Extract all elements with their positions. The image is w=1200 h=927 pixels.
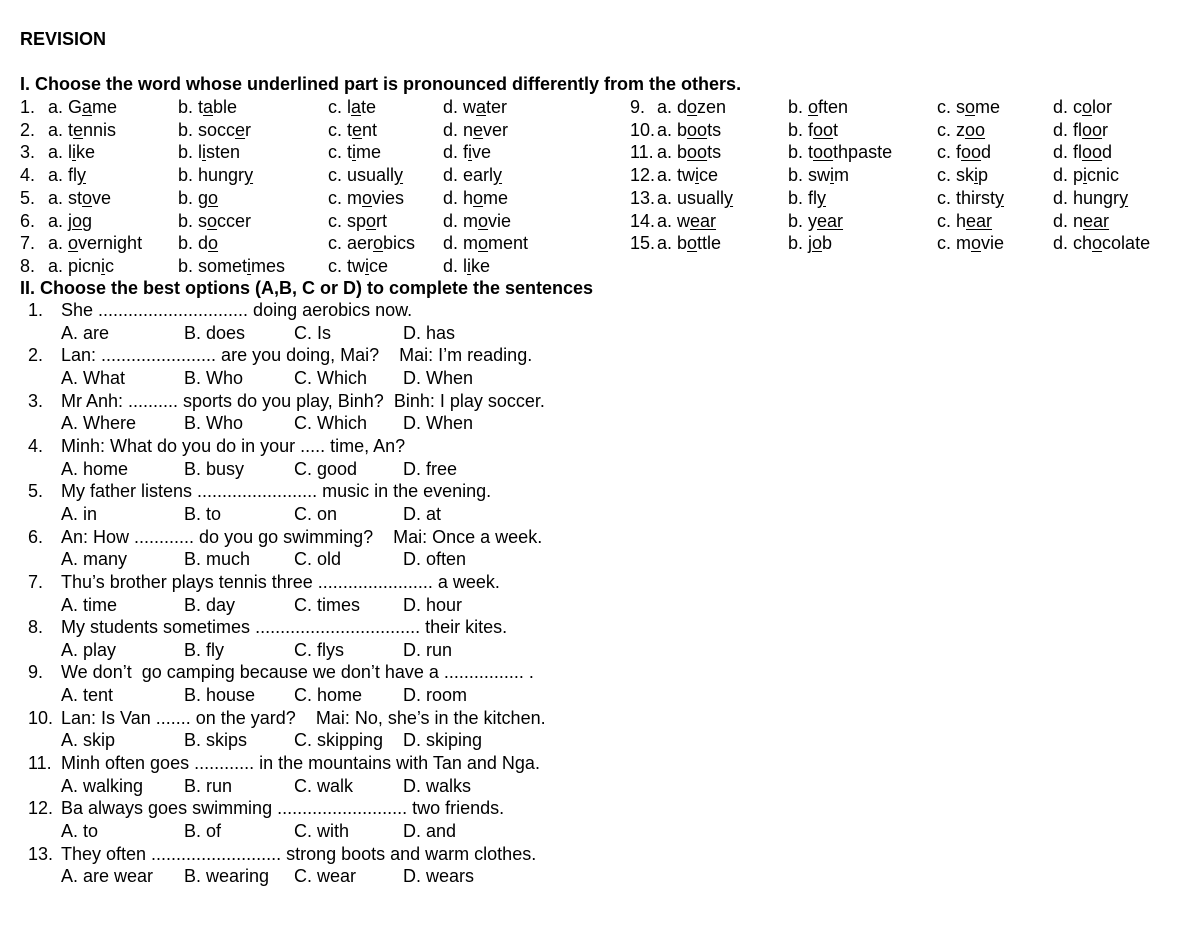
- underlined-part: oo: [813, 119, 834, 140]
- underlined-part: o: [478, 233, 489, 254]
- underlined-part: a: [351, 97, 362, 117]
- word-option: d. never: [443, 119, 509, 140]
- word-option: a. like: [48, 142, 96, 163]
- word-option: d. hungry: [1053, 187, 1129, 208]
- answer-option: C. times: [294, 594, 361, 615]
- question-number: 7.: [28, 571, 44, 592]
- item-number: 7.: [20, 233, 36, 254]
- word-option: d. like: [443, 255, 491, 276]
- word-option: b. table: [178, 97, 238, 117]
- answer-option: A. to: [61, 821, 99, 841]
- answer-option: C. with: [294, 821, 350, 841]
- underlined-part: o: [1092, 233, 1103, 254]
- answer-option: A. are wear: [61, 866, 154, 887]
- item-number: 4.: [20, 165, 36, 186]
- word-option: b. soccer: [178, 210, 252, 231]
- underlined-part: y: [244, 165, 254, 186]
- word-option: c. food: [937, 142, 992, 163]
- answer-option: D. skiping: [403, 730, 483, 751]
- answer-option: C. good: [294, 458, 358, 479]
- answer-option: B. run: [184, 775, 233, 796]
- answer-option: B. wearing: [184, 866, 270, 887]
- word-option: d. floor: [1053, 119, 1109, 140]
- word-option: a. bottle: [657, 233, 722, 254]
- underlined-part: i: [1083, 165, 1088, 186]
- underlined-part: o: [473, 187, 484, 208]
- question-number: 13.: [28, 843, 54, 864]
- answer-option: B. of: [184, 821, 222, 841]
- word-option: c. late: [328, 97, 377, 117]
- question-number: 6.: [28, 526, 44, 547]
- underlined-part: y: [724, 187, 734, 208]
- answer-option: C. Which: [294, 368, 368, 388]
- answer-option: C. flys: [294, 639, 345, 660]
- underlined-part: i: [352, 142, 357, 163]
- answer-option: B. fly: [184, 639, 225, 660]
- word-option: c. time: [328, 142, 382, 163]
- answer-option: C. Which: [294, 413, 368, 434]
- question-text: Lan: ....................... are you doing, Mai? Mai: I’m reading.: [61, 345, 533, 366]
- underlined-part: o: [812, 233, 823, 254]
- underlined-part: y: [817, 187, 827, 208]
- underlined-part: y: [394, 165, 404, 186]
- item-number: 14.: [630, 210, 656, 231]
- answer-option: B. much: [184, 549, 251, 570]
- word-option: c. some: [937, 97, 1001, 117]
- item-number: 1.: [20, 97, 36, 117]
- underlined-part: o: [208, 233, 219, 254]
- answer-option: A. skip: [61, 730, 116, 751]
- underlined-part: o: [207, 210, 218, 231]
- underlined-part: o: [362, 187, 373, 208]
- underlined-part: o: [965, 97, 976, 117]
- underlined-part: ear: [1083, 210, 1110, 231]
- word-option: d. chocolate: [1053, 233, 1151, 254]
- underlined-part: i: [468, 142, 473, 163]
- answer-option: B. house: [184, 685, 256, 706]
- underlined-part: i: [467, 255, 472, 276]
- question-text: Thu’s brother plays tennis three ....................... a week.: [61, 571, 500, 592]
- word-option: d. picnic: [1053, 165, 1120, 186]
- underlined-part: i: [101, 255, 106, 276]
- question-number: 4.: [28, 435, 44, 456]
- answer-option: B. does: [184, 322, 246, 343]
- answer-option: A. in: [61, 503, 98, 524]
- underlined-part: o: [687, 97, 698, 117]
- word-option: c. movies: [328, 187, 405, 208]
- answer-option: A. What: [61, 368, 126, 388]
- underlined-part: a: [203, 97, 214, 117]
- answer-option: D. walks: [403, 775, 472, 796]
- word-option: b. fly: [788, 187, 827, 208]
- answer-option: C. skipping: [294, 730, 384, 751]
- answer-option: A. home: [61, 458, 129, 479]
- answer-option: B. to: [184, 503, 222, 524]
- underlined-part: o: [366, 210, 377, 231]
- word-option: c. thirsty: [937, 187, 1005, 208]
- answer-option: A. Where: [61, 413, 137, 434]
- word-option: c. aerobics: [328, 233, 416, 254]
- underlined-part: oo: [687, 142, 708, 163]
- word-option: d. home: [443, 187, 509, 208]
- item-number: 6.: [20, 210, 36, 231]
- item-number: 2.: [20, 119, 36, 140]
- underlined-part: ear: [690, 210, 717, 231]
- word-option: b. toothpaste: [788, 142, 893, 163]
- answer-option: A. many: [61, 549, 128, 570]
- part2-heading: II. Choose the best options (A,B, C or D) to complete the sentences: [20, 278, 594, 298]
- word-option: b. listen: [178, 142, 241, 163]
- answer-option: D. When: [403, 413, 474, 434]
- underlined-part: y: [1119, 187, 1129, 208]
- underlined-part: oo: [1082, 119, 1103, 140]
- answer-option: C. on: [294, 503, 338, 524]
- item-number: 8.: [20, 255, 36, 276]
- word-option: a. picnic: [48, 255, 115, 276]
- answer-option: A. walking: [61, 775, 144, 796]
- underlined-part: a: [476, 97, 487, 117]
- answer-option: D. at: [403, 503, 442, 524]
- answer-option: D. free: [403, 458, 458, 479]
- answer-option: B. skips: [184, 730, 248, 751]
- word-option: a. usually: [657, 187, 734, 208]
- question-text: Mr Anh: .......... sports do you play, Binh? Binh: I play soccer.: [61, 390, 545, 411]
- word-option: c. sport: [328, 210, 388, 231]
- question-number: 5.: [28, 481, 44, 502]
- word-option: b. foot: [788, 119, 839, 140]
- underlined-part: e: [73, 119, 84, 140]
- answer-option: C. old: [294, 549, 342, 570]
- underlined-part: oo: [1082, 142, 1103, 163]
- question-text: An: How ............ do you go swimming? Mai: Once a week.: [61, 526, 543, 547]
- word-option: c. zoo: [937, 119, 986, 140]
- item-number: 9.: [630, 97, 646, 117]
- underlined-part: i: [830, 165, 835, 186]
- word-option: c. twice: [328, 255, 389, 276]
- word-option: a. jog: [48, 210, 93, 231]
- underlined-part: ear: [817, 210, 844, 231]
- underlined-part: oo: [961, 142, 982, 163]
- question-number: 8.: [28, 617, 44, 638]
- question-text: Ba always goes swimming .......................... two friends.: [61, 798, 505, 819]
- underlined-part: i: [365, 255, 370, 276]
- part1-heading: I. Choose the word whose underlined part is pronounced differently from the others.: [20, 74, 742, 94]
- underlined-part: o: [68, 233, 79, 254]
- answer-option: D. hour: [403, 594, 463, 615]
- answer-option: A. tent: [61, 685, 114, 706]
- underlined-part: o: [687, 233, 698, 254]
- question-text: We don’t go camping because we don’t have a ................ .: [61, 662, 534, 683]
- word-option: d. movie: [443, 210, 512, 231]
- underlined-part: i: [974, 165, 979, 186]
- question-text: She .............................. doing aerobics now.: [61, 300, 413, 320]
- question-number: 3.: [28, 390, 44, 411]
- question-text: Minh: What do you do in your ..... time, An?: [61, 435, 406, 456]
- answer-option: B. day: [184, 594, 236, 615]
- underlined-part: o: [971, 233, 982, 254]
- answer-option: A. time: [61, 594, 118, 615]
- word-option: b. year: [788, 210, 844, 231]
- word-option: d. five: [443, 142, 492, 163]
- word-option: d. flood: [1053, 142, 1113, 163]
- word-option: d. water: [443, 97, 508, 117]
- answer-option: D. run: [403, 639, 453, 660]
- answer-option: D. and: [403, 821, 457, 841]
- question-number: 11.: [28, 753, 52, 773]
- question-number: 2.: [28, 345, 44, 366]
- underlined-part: i: [202, 142, 207, 163]
- word-option: a. stove: [48, 187, 112, 208]
- word-option: b. often: [788, 97, 849, 117]
- answer-option: D. room: [403, 685, 468, 706]
- answer-option: D. often: [403, 549, 467, 570]
- underlined-part: y: [77, 165, 87, 186]
- underlined-part: y: [493, 165, 503, 186]
- word-option: c. tent: [328, 119, 378, 140]
- underlined-part: o: [1082, 97, 1093, 117]
- answer-option: A. play: [61, 639, 117, 660]
- word-option: a. fly: [48, 165, 87, 186]
- answer-option: C. Is: [294, 322, 332, 343]
- underlined-part: i: [72, 142, 77, 163]
- question-number: 1.: [28, 300, 44, 320]
- item-number: 15.: [630, 233, 656, 254]
- question-text: My father listens ........................ music in the evening.: [61, 481, 492, 502]
- answer-option: A. are: [61, 322, 110, 343]
- word-option: d. near: [1053, 210, 1110, 231]
- underlined-part: o: [373, 233, 384, 254]
- word-option: c. usually: [328, 165, 404, 186]
- underlined-part: e: [235, 119, 246, 140]
- word-option: b. hungry: [178, 165, 254, 186]
- word-option: b. job: [788, 233, 833, 254]
- underlined-part: o: [72, 210, 83, 231]
- answer-option: B. busy: [184, 458, 245, 479]
- underlined-part: y: [995, 187, 1005, 208]
- answer-option: B. Who: [184, 368, 244, 388]
- word-option: a. dozen: [657, 97, 727, 117]
- question-number: 12.: [28, 798, 54, 819]
- word-option: c. skip: [937, 165, 989, 186]
- word-option: b. swim: [788, 165, 850, 186]
- question-text: Lan: Is Van ....... on the yard? Mai: No, she’s in the kitchen.: [61, 707, 546, 728]
- word-option: b. go: [178, 187, 219, 208]
- word-option: a. wear: [657, 210, 717, 231]
- answer-option: C. wear: [294, 866, 357, 887]
- answer-option: C. home: [294, 685, 363, 706]
- underlined-part: oo: [965, 119, 986, 140]
- underlined-part: o: [208, 187, 219, 208]
- word-option: d. color: [1053, 97, 1113, 117]
- underlined-part: oo: [687, 119, 708, 140]
- word-option: a. Game: [48, 97, 118, 117]
- word-option: b. do: [178, 233, 219, 254]
- word-option: b. sometimes: [178, 255, 286, 276]
- underlined-part: o: [478, 210, 489, 231]
- word-option: a. boots: [657, 119, 722, 140]
- word-option: b. soccer: [178, 119, 252, 140]
- underlined-part: e: [473, 119, 484, 140]
- underlined-part: ear: [966, 210, 993, 231]
- underlined-part: e: [352, 119, 363, 140]
- answer-option: D. has: [403, 322, 456, 343]
- word-option: c. hear: [937, 210, 993, 231]
- underlined-part: o: [82, 187, 93, 208]
- question-number: 10.: [28, 707, 54, 728]
- word-option: a. overnight: [48, 233, 143, 254]
- question-text: They often .......................... strong boots and warm clothes.: [61, 843, 537, 864]
- answer-option: C. walk: [294, 775, 354, 796]
- question-number: 9.: [28, 662, 44, 683]
- word-option: a. tennis: [48, 119, 117, 140]
- underlined-part: oo: [813, 142, 834, 163]
- word-option: a. boots: [657, 142, 722, 163]
- question-text: Minh often goes ............ in the mountains with Tan and Nga.: [61, 753, 540, 773]
- word-option: d. early: [443, 165, 503, 186]
- answer-option: D. When: [403, 368, 474, 388]
- word-option: d. moment: [443, 233, 529, 254]
- underlined-part: i: [247, 255, 252, 276]
- item-number: 12.: [630, 165, 656, 186]
- item-number: 10.: [630, 119, 656, 140]
- item-number: 11.: [630, 142, 654, 163]
- item-number: 3.: [20, 142, 36, 163]
- answer-option: B. Who: [184, 413, 244, 434]
- underlined-part: i: [695, 165, 700, 186]
- underlined-part: o: [808, 97, 819, 117]
- page-title: REVISION: [20, 29, 107, 49]
- underlined-part: a: [82, 97, 93, 117]
- question-text: My students sometimes ................................. their kites.: [61, 617, 508, 638]
- answer-option: D. wears: [403, 866, 475, 887]
- word-option: a. twice: [657, 165, 719, 186]
- word-option: c. movie: [937, 233, 1005, 254]
- item-number: 5.: [20, 187, 36, 208]
- item-number: 13.: [630, 187, 656, 208]
